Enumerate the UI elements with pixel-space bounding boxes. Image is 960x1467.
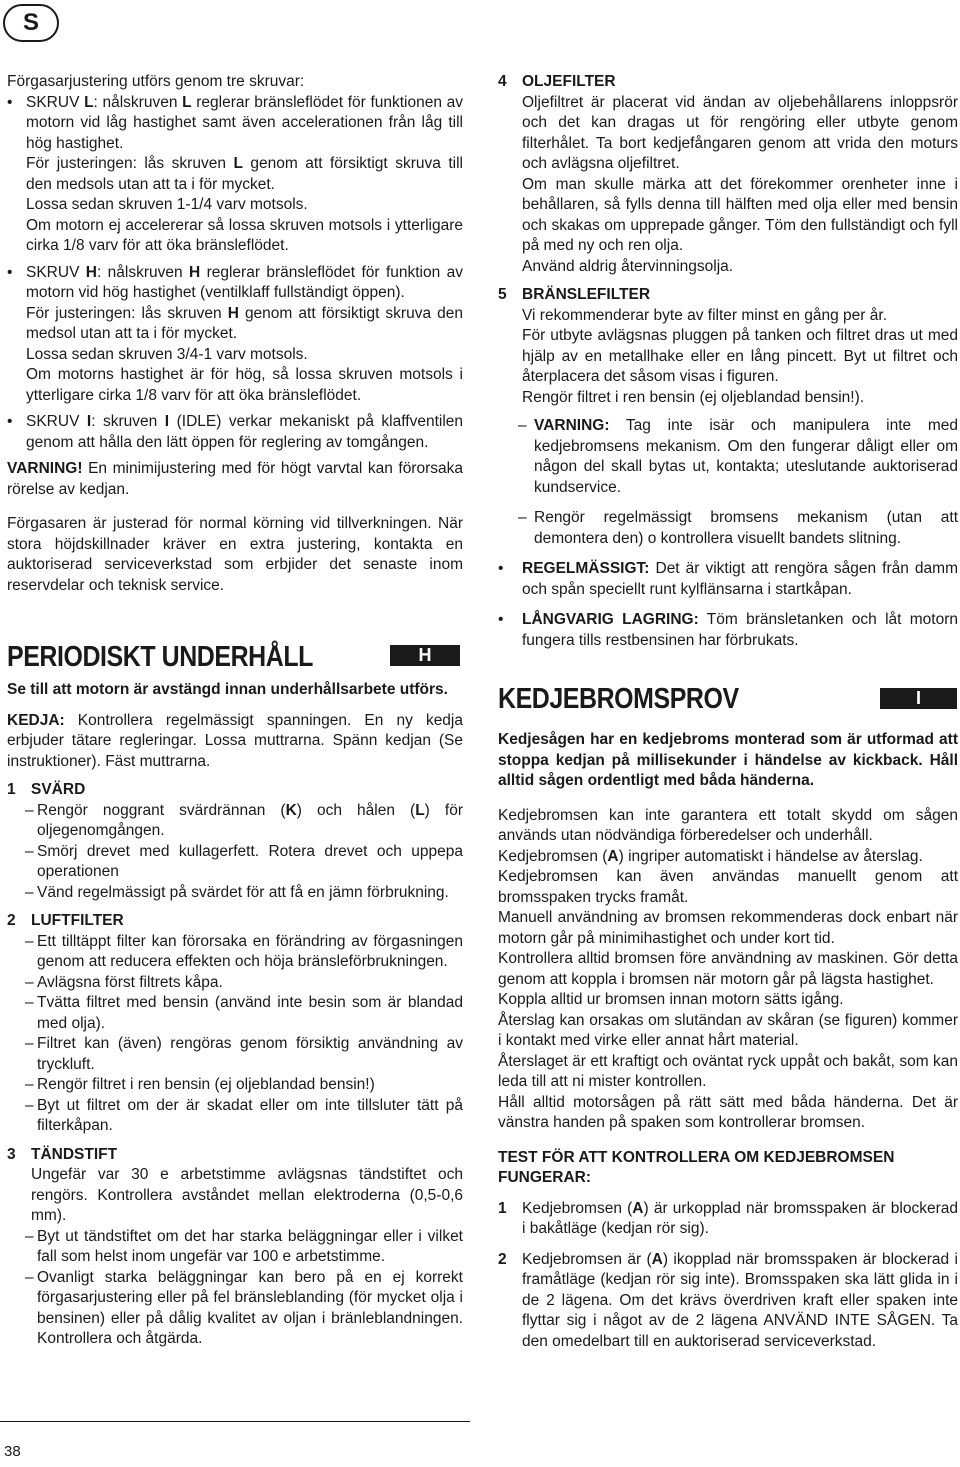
right-column <box>498 72 958 651</box>
carburetor-intro: Förgasarjustering utförs genom tre skruvar: <box>7 73 305 90</box>
bullet-icon: • <box>7 413 13 430</box>
page-number: 38 <box>4 1443 21 1460</box>
section-2-heading: 2 LUFTFILTER <box>7 912 124 929</box>
test-step-2: 2 Kedjebromsen är (A) ikopplad när bromsspaken är blockerad i framåtläge (kedjan rör sig inte). Bromsspaken ska lätt glida in i de 2 lägena. Om det krävs överdriven kraft eller spaken inte flyttar sig i något av de 2 lägena ANVÄND INTE SÅGEN. Ta den omedelbart till en auktoriserad serviceverkstad. <box>498 1250 958 1350</box>
section-rule <box>390 665 460 666</box>
dash-item: – Tvätta filtret med bensin (använd inte besin som är blandad med olja). <box>25 994 463 1032</box>
brake-paragraph: Kontrollera alltid bromsen före användning av maskinen. Gör detta genom att koppla i bromsen när motorn går på lägsta hastighet. <box>498 950 958 988</box>
dash-item: – Rengör regelmässigt bromsens mekanism (utan att demontera den) o kontrollera visuellt bandets slitning. <box>518 509 958 547</box>
brake-paragraph: Kedjebromsen kan även användas manuellt genom att bromsspaken trycks framåt. <box>498 868 958 906</box>
oil-filter-text-3: Använd aldrig återvinningsolja. <box>522 257 734 275</box>
dash-item: – VARNING: Tag inte isär och manipulera inte med kedjebromsens mekanism. Om den fungerar dåligt eller om någon del skall bytas ut, kontakta; uteslutande auktoriserad kundservice. <box>518 417 958 496</box>
dash-item: – Ovanligt starka beläggningar kan bero på en ej korrekt förgasarjustering eller på fel bränsleblanding (för mycket olja i bensinen) eller på dålig kvalitet av oljan i bränleblandningen. Kontrollera och åtgärda. <box>25 1268 463 1347</box>
fuel-filter-text-3: Rengör filtret i ren bensin (ej oljeblandad bensin!). <box>522 388 865 406</box>
chain-brake-lead: Kedjesågen har en kedjebroms monterad som är utformad att stoppa kedjan på millisekunder i händelse av kickback. Håll alltid sågen ordentligt med båda händerna. <box>498 731 958 789</box>
fuel-filter-text-2: För utbyte avlägsnas pluggen på tanken och filtret dras ut med hjälp av en metallhake eller en lång pincett. Byt ut filtret och återplacera det såsom visas i figuren. <box>522 327 958 385</box>
spark-plug-text: Ungefär var 30 e arbetstimme avlägsnas tändstiftet och rengörs. Kontrollera avståndet mellan elektroderna (0,5-0,6 mm). <box>31 1166 463 1224</box>
screw-l-item: • SKRUV L: nålskruven L reglerar bränsleflödet för funktionen av motorn vid låg hastighet samt även accelerationen från låg till hög hastighet. För justeringen: lås skruven L genom att försiktigt skruva till den medsols utan att ta i för mycket. Lossa sedan skruven 1-1/4 varv motsols. Om motorn ej accelererar så lossa skruven motsols i ytterligare cirka 1/8 varv för att öka bränsleflödet. <box>7 93 463 254</box>
language-badge: S <box>3 4 59 42</box>
test-title: TEST FÖR ATT KONTROLLERA OM KEDJEBROMSEN FUNGERAR: <box>498 1148 895 1186</box>
section-tag-i: I <box>880 688 957 708</box>
bullet-icon: • <box>7 263 13 281</box>
brake-paragraph: Kedjebromsen kan inte garantera ett totalt skydd om sågen används utan nödvändiga förberedelser och underhåll. <box>498 806 958 844</box>
section-title-maintenance: PERIODISKT UNDERHÅLL <box>7 641 313 673</box>
section-1-heading: 1 SVÄRD <box>7 781 86 798</box>
factory-note: Förgasaren är justerad för normal körning vid tillverkningen. När stora höjdskillnader kräver en extra justering, kontakta en auktoriserad serviceverkstad som erbjider det senaste inom reservdelar och teknisk service. <box>7 515 463 594</box>
dash-item: – Smörj drevet med kullagerfett. Rotera drevet och uppepa operationen <box>25 842 463 880</box>
section-3-heading: 3 TÄNDSTIFT <box>7 1145 118 1163</box>
section-5-heading: 5 BRÄNSLEFILTER <box>498 286 651 303</box>
brake-paragraph: Håll alltid motorsågen på rätt sätt med båda händerna. Det är vänstra handen på spaken som kontrollerar bromsen. <box>498 1093 958 1131</box>
section-rule <box>880 708 957 709</box>
screw-i-item: • SKRUV I: skruven I (IDLE) verkar mekaniskt på klaffventilen genom att hålla den lätt öppen för reglering av tomgången. <box>7 413 464 451</box>
regular-item: • REGELMÄSSIGT: Det är viktigt att rengöra sågen från damm och spån speciellt runt kylflänsarna i startkåpan. <box>498 560 958 598</box>
brake-paragraph: Kedjebromsen (A) ingriper automatiskt i händelse av återslag. <box>498 847 923 865</box>
bullet-icon: • <box>498 611 504 628</box>
dash-item: – Byt ut filtret om der är skadat eller om inte tillsluter tätt på filterkåpan. <box>25 1096 463 1134</box>
section-4-heading: 4 OLJEFILTER <box>498 73 616 90</box>
bullet-icon: • <box>498 560 504 577</box>
storage-item: • LÅNGVARIG LAGRING: Töm bränsletanken och låt motorn fungera tills restbensinen har förbrukats. <box>498 611 958 649</box>
footer-rule <box>0 1421 470 1422</box>
oil-filter-text: Oljefiltret är placerat vid ändan av oljebehållarens inloppsrör och det kan dragas ut för rengöring eller utbyte genom filterhålet. Ta bort kedjefångaren genom att vrida den moturs och avlägsna oljefiltret. <box>522 93 958 172</box>
fuel-filter-text: Vi rekommenderar byte av filter minst en gång per år. <box>522 306 887 324</box>
test-step-1: 1 Kedjebromsen (A) är urkopplad när bromsspaken är blockerad i bakåtläge (kedjan rör sig). <box>498 1199 959 1237</box>
dash-item: – Filtret kan (även) rengöras genom försiktig användning av tryckluft. <box>25 1035 463 1073</box>
left-column <box>7 72 463 596</box>
dash-item: – Avlägsna först filtrets kåpa. <box>25 973 223 991</box>
oil-filter-text-2: Om man skulle märka att det förekommer orenheter inne i behållaren, så fylls denna till hälften med olja eller med bensin och skakas om upprepade gånger. Töm den fullständigt och fyll på med ny och ren olja. <box>522 175 958 254</box>
dash-item: – Byt ut tändstiftet om det har starka beläggningar eller i vilket fall som helst inom ungefär var 100 e arbetstimme. <box>25 1227 463 1265</box>
dash-item: – Vänd regelmässigt på svärdet för att få en jämn förbrukning. <box>25 883 449 901</box>
screw-h-item: • SKRUV H: nålskruven H reglerar bränsleflödet för funktion av motorn vid hög hastighet (ventilklaff fullständigt öppen). För justeringen: lås skruven H genom att försiktigt skruva den medsol utan att ta i för mycket. Lossa sedan skruven 3/4-1 varv motsols. Om motorns hastighet är för hög, så lossa skruven motsols i ytterligare cirka 1/8 varv för att öka bränsleflödet. <box>7 263 463 404</box>
chain-brake-column <box>498 730 958 1352</box>
dash-item: – Ett tilltäppt filter kan förorsaka en förändring av förgasningen genom att reducera effekten och höja bränsleförbrukningen. <box>25 932 463 970</box>
brake-paragraph: Återslaget är ett kraftigt och oväntat ryck uppåt och bakåt, som kan leda till att ni mister kontrollen. <box>498 1052 958 1090</box>
section-tag-h: H <box>390 645 460 665</box>
bullet-icon: • <box>7 93 13 111</box>
dash-item: – Rengör noggrant svärdrännan (K) och hålen (L) för oljegenomgången. <box>25 801 463 839</box>
chain-note: KEDJA: Kontrollera regelmässigt spanningen. En ny kedja erbjuder tätare regleringar. Lossa muttrarna. Spänn kedjan (Se instruktioner). Fäst muttrarna. <box>7 711 463 770</box>
maintenance-column <box>7 680 463 1350</box>
brake-paragraph: Koppla alltid ur bromsen innan motorn sätts igång. <box>498 991 844 1008</box>
brake-paragraph: Återslag kan orsakas om slutändan av skåran (se figuren) kommer i kontakt med virke eller annat hårt material. <box>498 1011 958 1049</box>
section-title-chain-brake: KEDJEBROMSPROV <box>498 683 739 715</box>
dash-item: – Rengör filtret i ren bensin (ej oljeblandad bensin!) <box>25 1076 375 1093</box>
maintenance-lead: Se till att motorn är avstängd innan underhållsarbete utförs. <box>7 681 448 698</box>
warning-note: VARNING! En minimijustering med för högt varvtal kan förorsaka rörelse av kedjan. <box>7 460 463 498</box>
brake-paragraph: Manuell användning av bromsen rekommenderas dock enbart när motorn går på minimihastighet och under kort tid. <box>498 909 958 947</box>
